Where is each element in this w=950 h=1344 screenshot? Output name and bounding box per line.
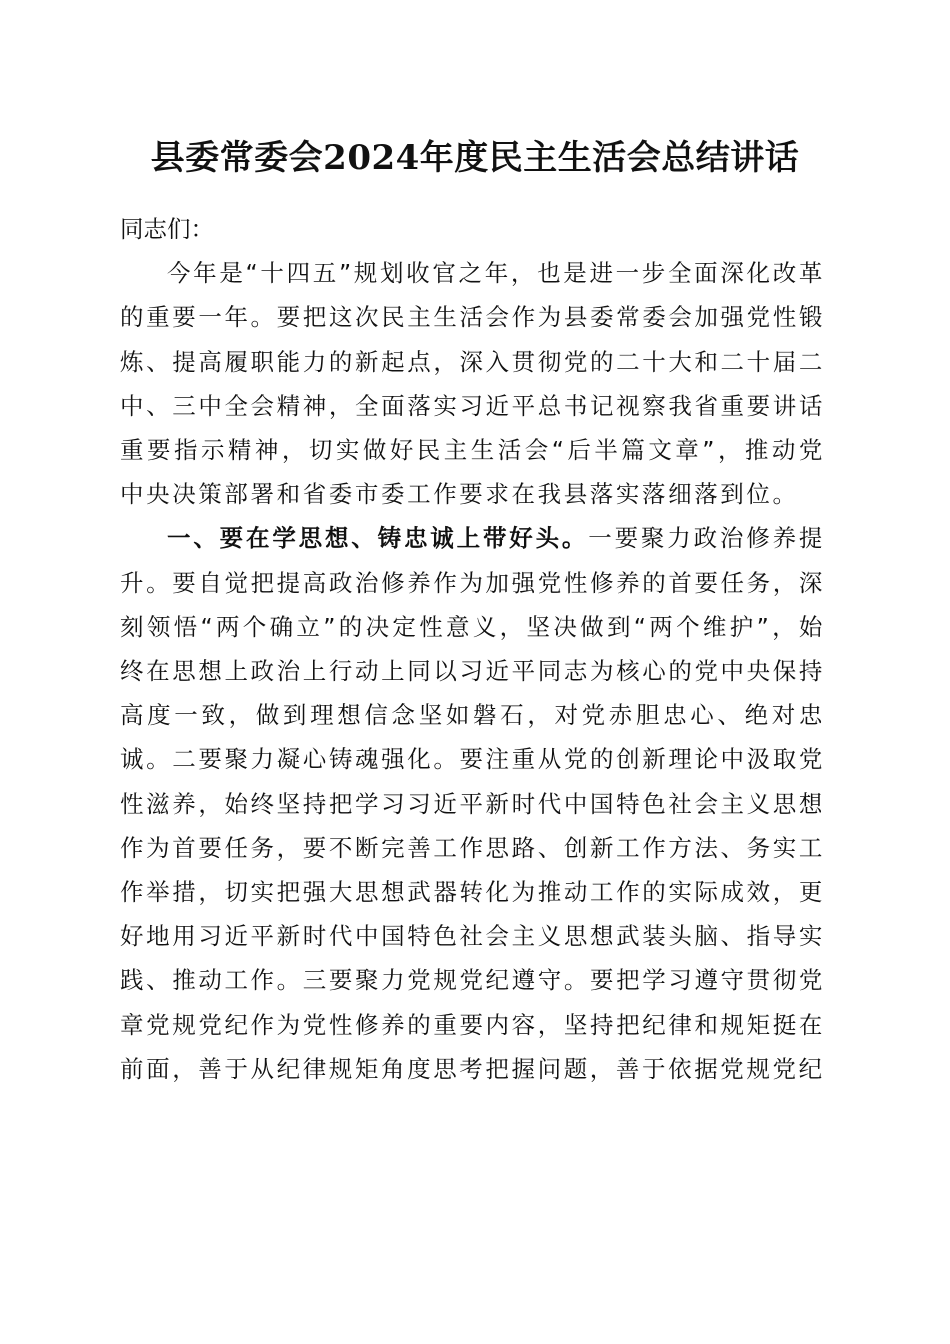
- section-1-heading: 一、要在学思想、铸忠诚上带好头。: [167, 524, 589, 553]
- paragraph-section-1: [120, 516, 825, 1091]
- salutation: 同志们：: [120, 215, 214, 243]
- section-1-body: 一要聚力政治修养提升。要自觉把提高政治修养作为加强党性修养的首要任务，深刻领悟“两个确立”的决定性意义，坚决做到“两个维护”，始终在思想上政治上行动上同以习近平同志为核心的党中央保持高度一致，做到理想信念坚如磐石，对党赤胆忠心、绝对忠诚。二要聚力凝心铸魂强化。要注重从党的创新理论中汲取党性滋养，始终坚持把学习习近平新时代中国特色社会主义思想作为首要任务，要不断完善工作思路、创新工作方法、务实工作举措，切实把强大思想武器转化为推动工作的实际成效，更好地用习近平新时代中国特色社会主义思想武装头脑、指导实践、推动工作。三要聚力党规党纪遵守。要把学习遵守贯彻党章党规党纪作为党性修养的重要内容，坚持把纪律和规矩挺在前面，善于从纪律规矩角度思考把握问题，善于依据党规党纪: [120, 524, 825, 1083]
- paragraph-intro: 今年是“十四五”规划收官之年，也是进一步全面深化改革的重要一年。要把这次民主生活会作为县委常委会加强党性锻炼、提高履职能力的新起点，深入贯彻党的二十大和二十届二中、三中全会精神，全面落实习近平总书记视察我省重要讲话重要指示精神，切实做好民主生活会“后半篇文章”，推动党中央决策部署和省委市委工作要求在我县落实落细落到位。: [120, 259, 825, 509]
- document-body: [120, 207, 825, 1091]
- document-title: 县委常委会2024年度民主生活会总结讲话: [150, 138, 800, 178]
